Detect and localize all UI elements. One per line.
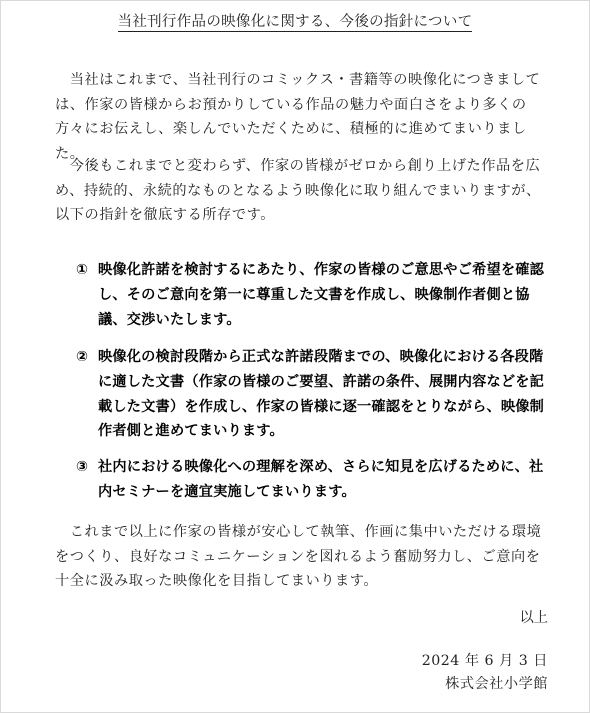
guideline-text: 映像化の検討段階から正式な許諾段階までの、映像化における各段階に適した文書（作家の皆様のご要望、許諾の条件、展開内容などを記載した文書）を作成し、作家の皆様に逐一確認をとりながら、映像制作者側と進めてまいります。 xyxy=(98,349,545,440)
document-date: 2024 年 6 月 3 日 xyxy=(421,653,548,669)
document-title xyxy=(0,10,590,31)
intro-paragraph-1-text: 当社はこれまで、当社刊行のコミックス・書籍等の映像化につきましては、作家の皆様からお預かりしている作品の魅力や面白さをより多くの方々にお伝えし、楽しんでいただくために、積極的に進めてまいりました。 xyxy=(55,72,541,162)
intro-paragraph-1 xyxy=(55,68,555,166)
document-title-text: 当社刊行作品の映像化に関する、今後の指針について xyxy=(117,14,473,30)
guideline-text: 社内における映像化への理解を深め、さらに知見を広げるために、社内セミナーを適宜実施してまいります。 xyxy=(98,459,544,500)
indent-space xyxy=(55,158,70,174)
intro-paragraph-2-text: 今後もこれまでと変わらず、作家の皆様がゼロから創り上げた作品を広め、持続的、永続的なものとなるよう映像化に取り組んでまいりますが、以下の指針を徹底する所存です。 xyxy=(55,158,541,224)
guideline-number: ② xyxy=(76,349,89,365)
guideline-item xyxy=(76,258,556,332)
intro-paragraph-2 xyxy=(55,154,555,228)
conclusion-paragraph xyxy=(55,520,555,594)
guideline-item xyxy=(76,455,556,505)
conclusion-text: これまで以上に作家の皆様が安心して執筆、作画に集中いただける環境をつくり、良好なコミュニケーションを図れるよう奮励努力し、ご意向を十全に汲み取った映像化を目指してまいります。 xyxy=(55,524,542,590)
guideline-number: ③ xyxy=(76,459,89,475)
guideline-number: ① xyxy=(76,262,89,278)
guideline-item xyxy=(76,345,556,444)
company-name: 株式会社小学館 xyxy=(445,676,548,692)
indent-space xyxy=(55,524,70,540)
closing-mark: 以上 xyxy=(519,610,548,626)
indent-space xyxy=(55,72,70,88)
guideline-text: 映像化許諾を検討するにあたり、作家の皆様のご意思やご希望を確認し、そのご意向を第一に尊重した文書を作成し、映像制作者側と協議、交渉いたします。 xyxy=(98,262,545,328)
